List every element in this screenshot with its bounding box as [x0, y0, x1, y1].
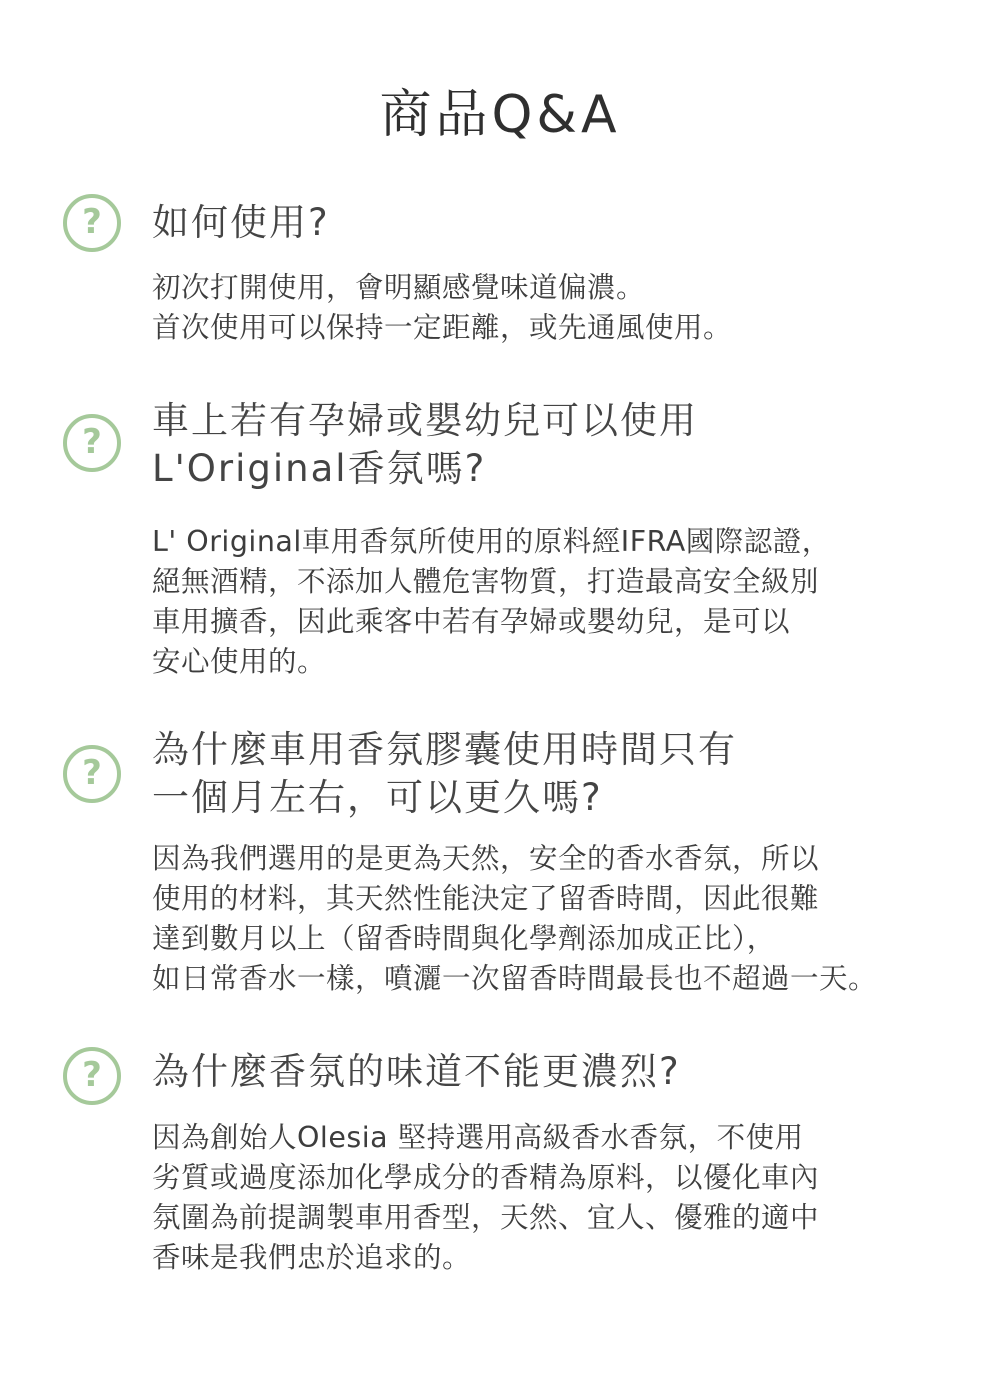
question-circle-icon	[63, 414, 121, 472]
answer-line: 氛圍為前提調製車用香型，天然、宜人、優雅的適中	[152, 1201, 820, 1234]
answer-line: 絕無酒精，不添加人體危害物質，打造最高安全級別	[152, 565, 820, 598]
question-circle-icon	[63, 194, 121, 252]
question-line: 車上若有孕婦或嬰幼兒可以使用	[152, 399, 698, 442]
question-mark-glyph: ?	[82, 202, 102, 242]
question-mark-glyph: ?	[82, 753, 102, 793]
question-title	[152, 1048, 972, 1096]
answer-line: 因為創始人Olesia 堅持選用高級香水香氛，不使用	[152, 1121, 804, 1154]
page-title: 商品Q&A	[379, 85, 621, 145]
question-line: 為什麼香氛的味道不能更濃烈?	[152, 1050, 681, 1093]
question-title	[152, 199, 972, 247]
answer-line: 使用的材料，其天然性能決定了留香時間，因此很難	[152, 882, 820, 915]
answer-line: 因為我們選用的是更為天然，安全的香水香氛，所以	[152, 842, 820, 875]
answer-line: 安心使用的。	[152, 645, 327, 678]
question-line: 為什麼車用香氛膠囊使用時間只有	[152, 728, 737, 771]
answer-text	[152, 268, 982, 348]
question-line: 一個月左右，可以更久嗎?	[152, 776, 603, 819]
question-circle-icon	[63, 1047, 121, 1105]
answer-text	[152, 522, 982, 682]
answer-line: 首次使用可以保持一定距離，或先通風使用。	[152, 311, 733, 344]
question-mark-glyph: ?	[82, 1055, 102, 1095]
question-circle-icon	[63, 745, 121, 803]
answer-line: 如日常香水一樣，噴灑一次留香時間最長也不超過一天。	[152, 962, 878, 995]
answer-line: 車用擴香，因此乘客中若有孕婦或嬰幼兒，是可以	[152, 605, 791, 638]
answer-line: L' Original車用香氛所使用的原料經IFRA國際認證，	[152, 525, 831, 558]
answer-line: 達到數月以上（留香時間與化學劑添加成正比），	[152, 922, 776, 955]
question-line: 如何使用?	[152, 201, 330, 244]
answer-text	[152, 1118, 982, 1278]
question-mark-glyph: ?	[82, 422, 102, 462]
question-title	[152, 726, 972, 822]
answer-line: 香味是我們忠於追求的。	[152, 1241, 472, 1274]
answer-line: 初次打開使用，會明顯感覺味道偏濃。	[152, 271, 646, 304]
answer-text	[152, 839, 982, 999]
question-line: L'Original香氛嗎?	[152, 447, 487, 490]
answer-line: 劣質或過度添加化學成分的香精為原料，以優化車內	[152, 1161, 820, 1194]
question-title	[152, 397, 972, 493]
